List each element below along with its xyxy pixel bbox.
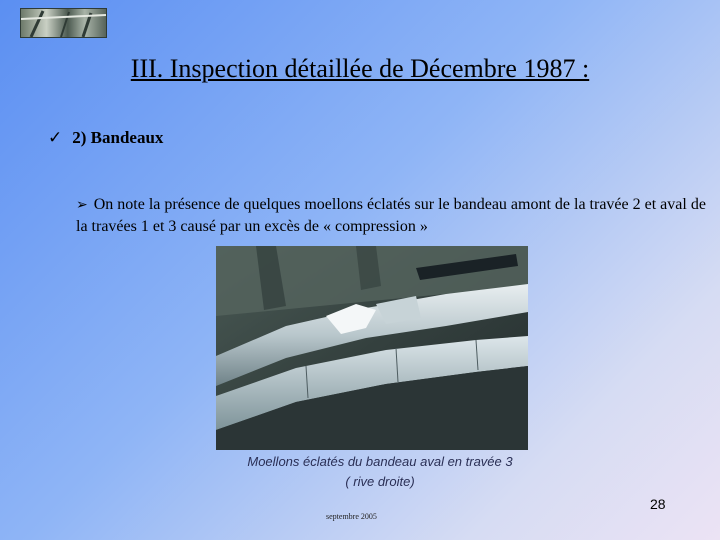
slide-title: III. Inspection détaillée de Décembre 1987 : [130,54,590,83]
caption-line-1: Moellons éclatés du bandeau aval en travée 3 [247,454,513,469]
body-paragraph [76,194,716,238]
page-number: 28 [650,496,666,512]
caption-line-2: ( rive droite) [345,474,415,489]
arrow-right-icon: ➢ [76,197,88,213]
section-label: 2) Bandeaux [72,128,164,147]
check-mark-icon: ✓ [48,128,63,147]
photo-caption [232,452,528,494]
bandeau-photo [216,246,528,450]
section-heading [48,128,163,148]
body-text: On note la présence de quelques moellons éclatés sur le bandeau amont de la travée 2 et aval de la travées 1 et 3 causé par un excès de « compression » [76,196,706,235]
bridge-thumbnail-image [20,8,107,38]
footer-date: septembre 2005 [326,512,377,521]
